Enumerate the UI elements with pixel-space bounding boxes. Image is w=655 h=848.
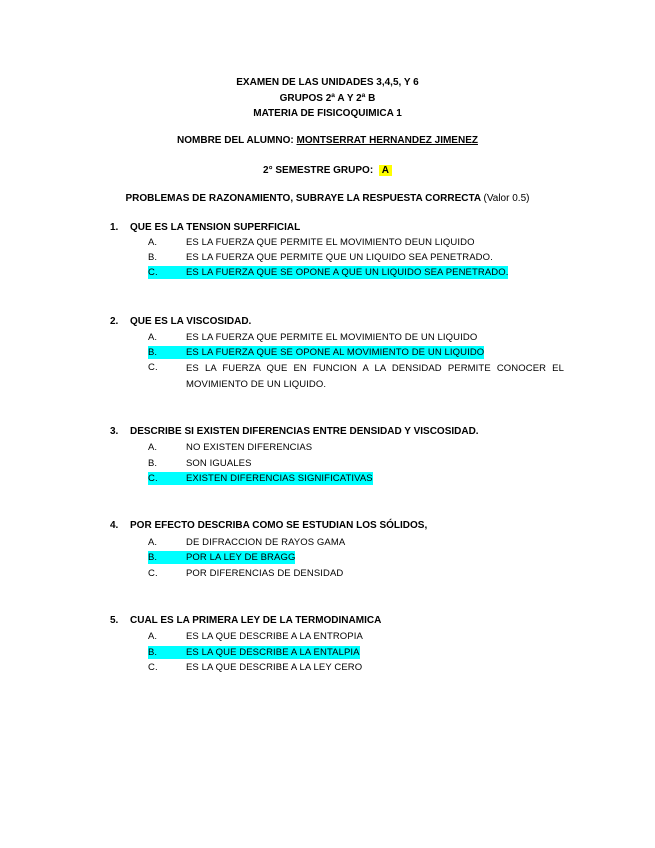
option-letter: A.	[148, 237, 158, 248]
option-text: ES LA FUERZA QUE PERMITE QUE UN LIQUIDO SEA PENETRADO.	[186, 252, 493, 263]
option-text: SON IGUALES	[186, 458, 252, 469]
question-number: 5.	[110, 615, 119, 626]
question-number: 1.	[110, 222, 119, 233]
question-text: QUE ES LA VISCOSIDAD.	[130, 316, 252, 327]
option-5b-selected	[148, 646, 360, 659]
option-letter: B.	[148, 458, 158, 469]
question-number: 4.	[110, 520, 119, 531]
option-letter: C.	[148, 662, 158, 673]
option-5c	[148, 661, 362, 674]
option-letter: B.	[148, 252, 158, 263]
question-text: POR EFECTO DESCRIBA COMO SE ESTUDIAN LOS SÓLIDOS,	[130, 520, 428, 531]
question-1	[110, 222, 300, 234]
option-letter: C.	[148, 267, 158, 278]
option-2a	[148, 331, 477, 344]
value-note: (Valor 0.5)	[483, 193, 530, 204]
option-letter: A.	[148, 332, 158, 343]
option-text: ES LA FUERZA QUE PERMITE EL MOVIMIENTO DE UN LIQUIDO	[186, 332, 478, 343]
exam-groups: GRUPOS 2ª A Y 2ª B	[279, 93, 376, 104]
student-line	[0, 135, 655, 147]
option-1a	[148, 236, 475, 249]
option-letter: B.	[148, 647, 158, 658]
option-text: ES LA FUERZA QUE PERMITE EL MOVIMIENTO DEUN LIQUIDO	[186, 237, 475, 248]
option-letter: C.	[148, 473, 158, 484]
student-name: MONTSERRAT HERNANDEZ JIMENEZ	[296, 135, 478, 146]
option-letter: A.	[148, 631, 158, 642]
option-4c	[148, 567, 343, 580]
student-label: NOMBRE DEL ALUMNO:	[177, 135, 297, 146]
question-3	[110, 426, 479, 438]
exam-title: EXAMEN DE LAS UNIDADES 3,4,5, Y 6	[236, 77, 419, 88]
exam-subject: MATERIA DE FISICOQUIMICA 1	[253, 108, 402, 119]
option-2b-selected	[148, 346, 484, 359]
option-3b	[148, 457, 252, 470]
option-text: NO EXISTEN DIFERENCIAS	[186, 442, 313, 453]
option-4b-selected	[148, 551, 295, 564]
option-5a	[148, 630, 363, 643]
option-letter: A.	[148, 537, 158, 548]
question-text: QUE ES LA TENSION SUPERFICIAL	[130, 222, 301, 233]
option-letter: B.	[148, 347, 158, 358]
option-text: POR DIFERENCIAS DE DENSIDAD	[186, 568, 344, 579]
question-text: CUAL ES LA PRIMERA LEY DE LA TERMODINAMICA	[130, 615, 382, 626]
option-text: ES LA FUERZA QUE SE OPONE A QUE UN LIQUIDO SEA PENETRADO.	[186, 267, 509, 278]
option-3a	[148, 441, 312, 454]
instructions	[0, 193, 655, 205]
question-2	[110, 316, 251, 328]
option-letter: C.	[148, 362, 158, 373]
option-3c-selected	[148, 472, 373, 485]
option-text: DE DIFRACCION DE RAYOS GAMA	[186, 537, 346, 548]
option-1b	[148, 251, 493, 264]
option-text: POR LA LEY DE BRAGG	[186, 552, 296, 563]
option-1c-selected	[148, 266, 508, 279]
semester-line	[0, 165, 655, 177]
option-text: ES LA FUERZA QUE EN FUNCION A LA DENSIDAD PERMITE CONOCER EL MOVIMIENTO DE UN LIQUIDO.	[186, 363, 564, 390]
question-number: 2.	[110, 316, 119, 327]
question-4	[110, 520, 427, 532]
option-2c	[148, 361, 564, 392]
option-text: EXISTEN DIFERENCIAS SIGNIFICATIVAS	[186, 473, 373, 484]
instructions-text: PROBLEMAS DE RAZONAMIENTO, SUBRAYE LA RESPUESTA CORRECTA	[125, 193, 484, 204]
option-text: ES LA FUERZA QUE SE OPONE AL MOVIMIENTO DE UN LIQUIDO	[186, 347, 485, 358]
option-text: ES LA QUE DESCRIBE A LA LEY CERO	[186, 662, 363, 673]
question-number: 3.	[110, 426, 119, 437]
question-text: DESCRIBE SI EXISTEN DIFERENCIAS ENTRE DENSIDAD Y VISCOSIDAD.	[130, 426, 479, 437]
group-value: A	[379, 165, 392, 176]
question-5	[110, 615, 381, 627]
option-letter: B.	[148, 552, 158, 563]
option-letter: A.	[148, 442, 158, 453]
option-letter: C.	[148, 568, 158, 579]
option-4a	[148, 536, 345, 549]
option-text: ES LA QUE DESCRIBE A LA ENTALPIA	[186, 647, 360, 658]
option-text: ES LA QUE DESCRIBE A LA ENTROPIA	[186, 631, 363, 642]
semester-label: 2° SEMESTRE GRUPO:	[263, 165, 374, 176]
